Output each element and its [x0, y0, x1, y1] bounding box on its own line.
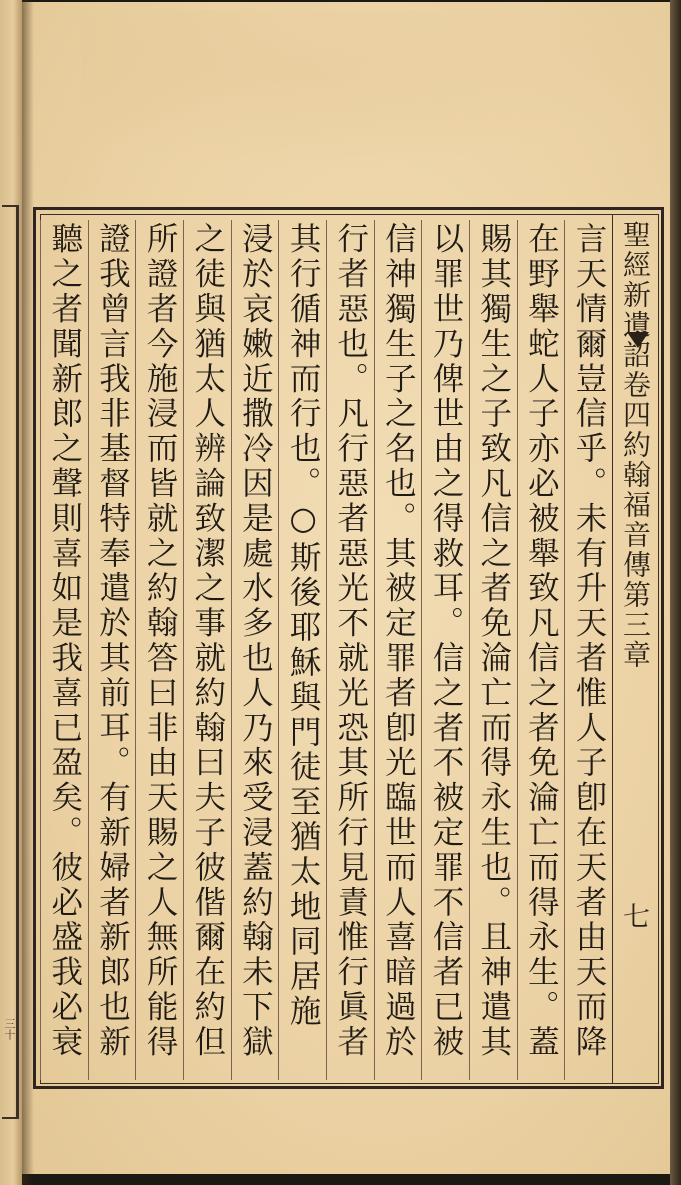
previous-page-frame [2, 205, 19, 1119]
text-column-5: 信神獨生子之名也。其被定罪者卽光臨世而人喜暗過於 [374, 220, 422, 1080]
text-column-7: 其行循神而行也。○斯後耶穌與門徒至猶太地同居施 [278, 220, 326, 1080]
fish-tail-mark-icon [627, 332, 649, 348]
text-column-1: 言天情爾豈信乎。未有升天者惟人子卽在天者由天而降 [564, 220, 612, 1080]
banxin-column [612, 214, 659, 1084]
text-columns [40, 220, 612, 1080]
text-column-3: 賜其獨生之子致凡信之者免淪亡而得永生也。且神遣其 [469, 220, 517, 1080]
paper-stain [82, 10, 642, 170]
text-column-12: 聽之者聞新郎之聲則喜如是我喜已盈矣。彼必盛我必衰 [40, 220, 88, 1080]
previous-page-folio: 三十 [3, 1018, 16, 1040]
text-column-10: 所證者今施浸而皆就之約翰答曰非由天賜之人無所能得 [135, 220, 183, 1080]
text-column-6: 行者惡也。凡行惡者惡光不就光恐其所行見責惟行眞者 [326, 220, 374, 1080]
text-column-4: 以罪世乃俾世由之得救耳。信之者不被定罪不信者已被 [421, 220, 469, 1080]
previous-page-edge [0, 0, 22, 1185]
page-right-edge [670, 0, 681, 1185]
text-column-11: 證我曾言我非基督特奉遣於其前耳。有新婦者新郎也新 [88, 220, 136, 1080]
banxin-page-number: 七 [618, 902, 649, 929]
text-column-2: 在野舉蛇人子亦必被舉致凡信之者免淪亡而得永生。蓋 [517, 220, 565, 1080]
text-column-9: 之徒與猶太人辨論致潔之事就約翰曰夫子彼偕爾在約但 [183, 220, 231, 1080]
banxin-title: 聖經新遺詔卷四約翰福音傳第三章 [619, 220, 652, 670]
text-column-8: 浸於哀嫩近撒冷因是處水多也人乃來受浸蓋約翰未下獄 [231, 220, 279, 1080]
